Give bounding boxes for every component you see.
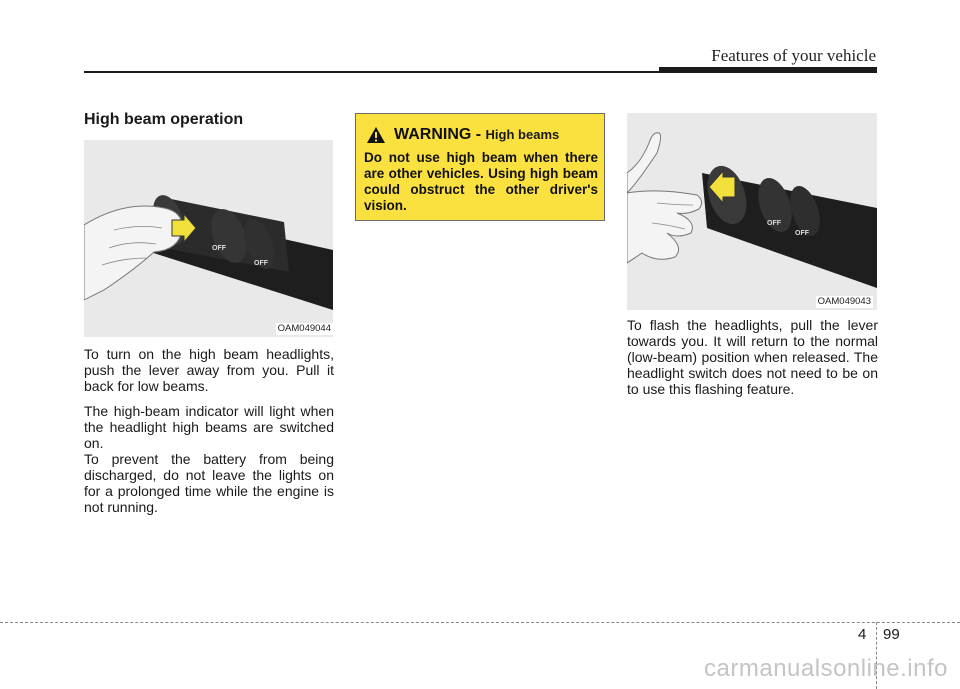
paragraph: To prevent the battery from being discharged, do not leave the lights on for a prolonged time while the engine is not running.	[84, 451, 334, 515]
header-rule	[84, 71, 659, 73]
lever-off-label: OFF	[212, 245, 226, 252]
figure-code: OAM049043	[817, 296, 871, 307]
section-title: High beam operation	[84, 111, 244, 128]
warning-box	[355, 113, 605, 221]
footer-rule	[0, 622, 960, 623]
lever-push-illustration	[84, 140, 333, 337]
warning-body: Do not use high beam when there are other vehicles. Using high beam could obstruct the other driver's vision.	[364, 150, 598, 213]
lever-off-label: OFF	[254, 260, 268, 267]
warning-title: WARNING -	[394, 126, 486, 143]
warning-subtitle: High beams	[485, 127, 560, 142]
header-title: Features of your vehicle	[711, 46, 876, 65]
chapter-number: 4	[858, 626, 867, 643]
watermark: carmanualsonline.info	[704, 655, 948, 682]
paragraph: The high-beam indicator will light when the headlight high beams are switched on.	[84, 403, 334, 451]
lever-pull-illustration	[627, 113, 877, 310]
warning-triangle-icon	[366, 126, 386, 144]
figure-code: OAM049044	[277, 323, 331, 334]
figure-high-beam-push	[84, 140, 333, 337]
lever-off-label: OFF	[767, 220, 781, 227]
paragraph: To turn on the high beam headlights, push the lever away from you. Pull it back for low beams.	[84, 346, 334, 394]
warning-header	[366, 126, 559, 144]
header-rule-accent	[659, 67, 877, 73]
figure-flash-pull	[627, 113, 877, 310]
page-number: 99	[883, 626, 900, 643]
paragraph: To flash the headlights, pull the lever towards you. It will return to the normal (low-beam) position when released. The headlight switch does not need to be on to use this flashing feature.	[627, 317, 878, 397]
lever-off-label: OFF	[795, 230, 809, 237]
